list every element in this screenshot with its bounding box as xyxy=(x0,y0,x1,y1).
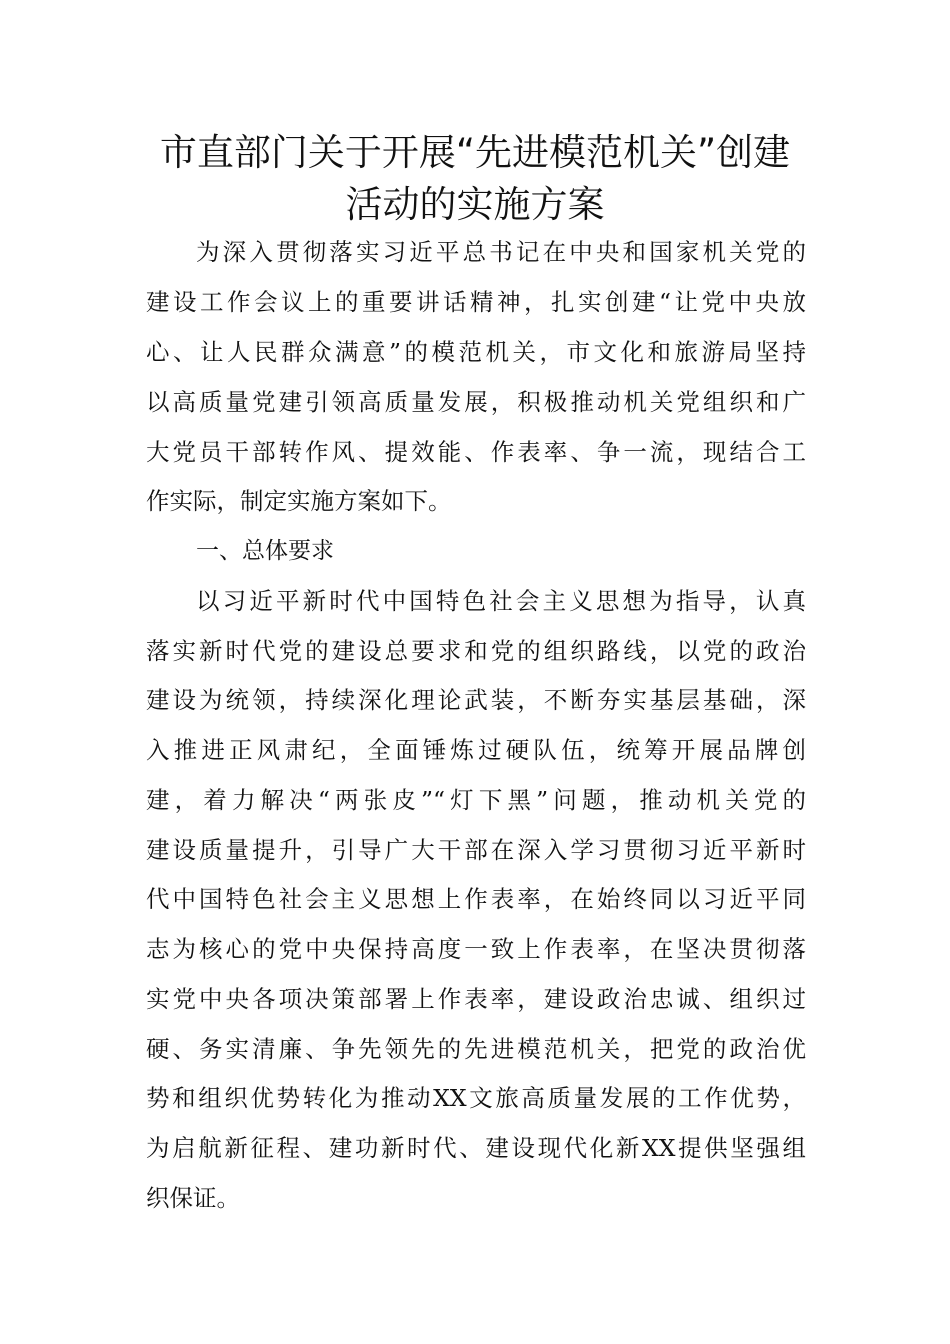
section-paragraph-line: 代中国特色社会主义思想上作表率，在始终同以习近平同 xyxy=(146,885,806,913)
intro-paragraph-line: 心、让人民群众满意”的模范机关，市文化和旅游局坚持 xyxy=(146,338,806,366)
section-paragraph-line: 实党中央各项决策部署上作表率，建设政治忠诚、组织过 xyxy=(146,985,806,1013)
intro-paragraph-line: 建设工作会议上的重要讲话精神，扎实创建“让党中央放 xyxy=(146,288,806,316)
section-paragraph-line: 势和组织优势转化为推动XX文旅高质量发展的工作优势， xyxy=(146,1084,806,1112)
section-paragraph-line: 硬、务实清廉、争先领先的先进模范机关，把党的政治优 xyxy=(146,1035,806,1063)
section-paragraph-line: 为启航新征程、建功新时代、建设现代化新XX提供坚强组 xyxy=(146,1134,806,1162)
intro-paragraph-line: 以高质量党建引领高质量发展，积极推动机关党组织和广 xyxy=(146,388,806,416)
intro-paragraph-line: 为深入贯彻落实习近平总书记在中央和国家机关党的 xyxy=(196,238,806,266)
document-title-line-2: 活动的实施方案 xyxy=(345,183,605,226)
section-paragraph-line: 织保证。 xyxy=(146,1184,240,1212)
section-paragraph-line: 入推进正风肃纪，全面锤炼过硬队伍，统筹开展品牌创 xyxy=(146,736,806,764)
section-paragraph-line: 志为核心的党中央保持高度一致上作表率，在坚决贯彻落 xyxy=(146,935,806,963)
document-title-line-1: 市直部门关于开展“先进模范机关”创建 xyxy=(159,131,791,174)
section-heading: 一、总体要求 xyxy=(196,538,334,564)
intro-paragraph-line: 作实际，制定实施方案如下。 xyxy=(146,487,452,515)
section-paragraph-line: 建，着力解决“两张皮”“灯下黑”问题，推动机关党的 xyxy=(146,786,806,814)
section-paragraph-line: 建设为统领，持续深化理论武装，不断夯实基层基础，深 xyxy=(146,686,806,714)
section-paragraph-line: 建设质量提升，引导广大干部在深入学习贯彻习近平新时 xyxy=(146,836,806,864)
intro-paragraph-line: 大党员干部转作风、提效能、作表率、争一流，现结合工 xyxy=(146,438,806,466)
section-paragraph-line: 以习近平新时代中国特色社会主义思想为指导，认真 xyxy=(196,587,806,615)
section-paragraph-line: 落实新时代党的建设总要求和党的组织路线，以党的政治 xyxy=(146,637,806,665)
